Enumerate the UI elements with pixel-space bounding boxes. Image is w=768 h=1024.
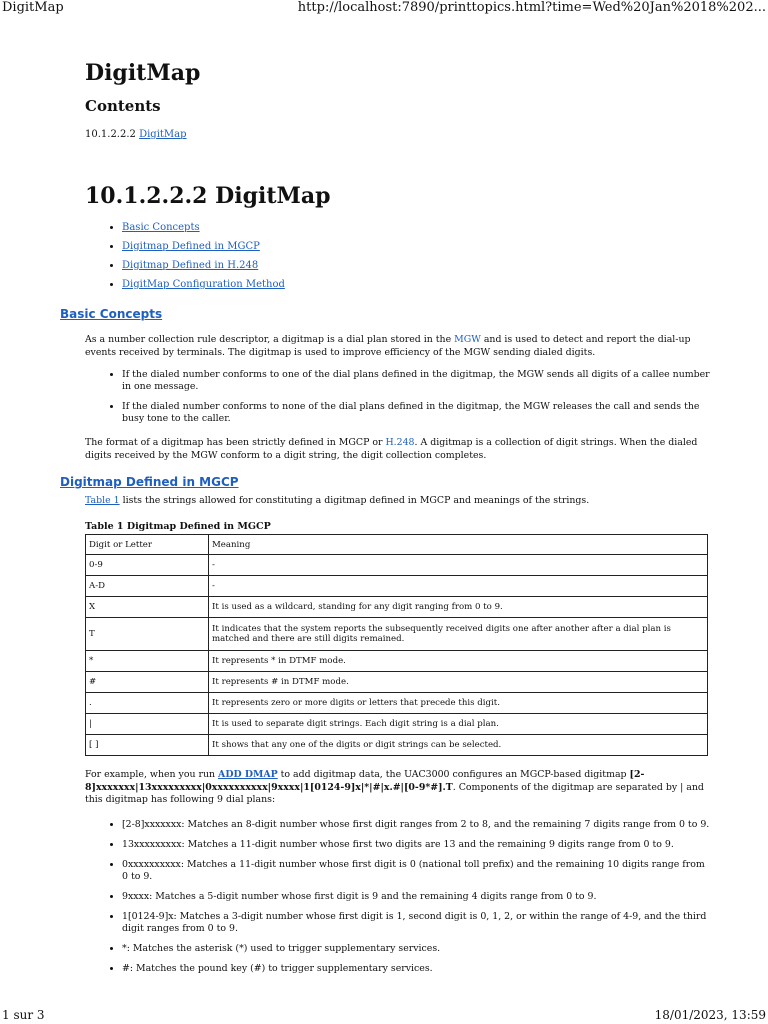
toc-link-digitmap[interactable]: DigitMap: [139, 129, 187, 140]
table-row: [86, 714, 708, 735]
list-item: [122, 279, 285, 291]
table-cell: .: [86, 693, 209, 714]
table-cell: A-D: [86, 576, 209, 597]
table-row: [86, 618, 708, 651]
table-header-row: [86, 535, 708, 555]
heading-basic-concepts: Basic Concepts: [60, 307, 163, 321]
link-add-dmap[interactable]: ADD DMAP: [218, 769, 278, 780]
link-digitmap-mgcp[interactable]: Digitmap Defined in MGCP: [122, 241, 260, 252]
link-digitmap-h248[interactable]: Digitmap Defined in H.248: [122, 260, 259, 271]
list-item: • If the dialed number conforms to none of the dial plans defined in the digitmap, the MGW releases the call and sends the busy tone to the caller.: [122, 401, 712, 425]
list-item: • [2-8]xxxxxxx: Matches an 8-digit number whose first digit ranges from 2 to 8, and the remaining 7 digits range from 0 to 9.: [122, 819, 712, 831]
heading-digitmap-mgcp: Digitmap Defined in MGCP: [60, 475, 239, 489]
table-row: [86, 693, 708, 714]
table-cell: |: [86, 714, 209, 735]
table-row: [86, 597, 708, 618]
list-item: • 9xxxx: Matches a 5-digit number whose first digit is 9 and the remaining 4 digits range from 0 to 9.: [122, 891, 712, 903]
text-span: . Components of the digitmap are separated by | and this digitmap has following 9 dial plans:: [85, 781, 704, 805]
list-item: [122, 241, 285, 253]
table-cell: [ ]: [86, 735, 209, 756]
table-cell: 0-9: [86, 555, 209, 576]
text-span: and is used to detect and report the dial-up events received by terminals. The digitmap is used to improve efficiency of the MGW sending dialed digits.: [85, 334, 691, 358]
example-paragraph: [85, 769, 710, 807]
table-cell: *: [86, 651, 209, 672]
list-item: • 13xxxxxxxxx: Matches a 11-digit number whose first two digits are 13 and the remaining 9 digits range from 0 to 9.: [122, 839, 712, 851]
list-item: • #: Matches the pound key (#) to trigger supplementary services.: [122, 963, 712, 975]
link-h248[interactable]: H.248: [385, 437, 415, 448]
page-number: 1 sur 3: [2, 1008, 45, 1022]
table-row: [86, 672, 708, 693]
toc-entry: [85, 129, 187, 140]
list-item: • If the dialed number conforms to one of the dial plans defined in the digitmap, the MGW sends all digits of a callee number in one message.: [122, 369, 712, 393]
table-cell: It represents # in DTMF mode.: [209, 672, 708, 693]
text-span: The format of a digitmap has been strictly defined in MGCP or: [85, 437, 386, 448]
section-title: 10.1.2.2.2 DigitMap: [85, 183, 331, 209]
link-table-1[interactable]: Table 1: [85, 495, 120, 506]
table-cell: It is used to separate digit strings. Each digit string is a dial plan.: [209, 714, 708, 735]
text-span: to add digitmap data, the UAC3000 configures an MGCP-based digitmap: [277, 769, 627, 780]
link-digitmap-config[interactable]: DigitMap Configuration Method: [122, 279, 285, 290]
table-row: [86, 555, 708, 576]
text-span: . A digitmap is a collection of digit strings. When the dialed digits received by the MGW conform to a digit string, the digit collection completes.: [85, 437, 698, 461]
document-title: DigitMap: [85, 60, 201, 86]
text-span: For example, when you run: [85, 769, 219, 780]
table-row: [86, 576, 708, 597]
section-link-list: [108, 222, 285, 298]
text-span: lists the strings allowed for constituting a digitmap defined in MGCP and meanings of the strings.: [119, 495, 590, 506]
basic-paragraph-1: [85, 333, 710, 359]
table-cell: It indicates that the system reports the subsequently received digits one after another after a dial plan is matched and there are still digits remained.: [209, 618, 708, 651]
link-basic-concepts[interactable]: Basic Concepts: [122, 222, 200, 233]
table-cell: It is used as a wildcard, standing for any digit ranging from 0 to 9.: [209, 597, 708, 618]
table-cell: It represents zero or more digits or letters that precede this digit.: [209, 693, 708, 714]
list-item: • *: Matches the asterisk (*) used to trigger supplementary services.: [122, 943, 712, 955]
basic-bullet-list: [108, 369, 712, 433]
table-cell: -: [209, 576, 708, 597]
browser-url: http://localhost:7890/printtopics.html?time=Wed%20Jan%2018%202...: [297, 0, 766, 15]
list-item: [122, 222, 285, 234]
toc-number: 10.1.2.2.2: [85, 129, 136, 140]
list-item: • 1[0124-9]x: Matches a 3-digit number whose first digit is 1, second digit is 0, 1, 2, or within the range of 4-9, and the third digit ranges from 0 to 9.: [122, 911, 712, 935]
column-header: Meaning: [209, 535, 708, 555]
text-span: As a number collection rule descriptor, a digitmap is a dial plan stored in the: [85, 334, 455, 345]
table-cell: It represents * in DTMF mode.: [209, 651, 708, 672]
print-datetime: 18/01/2023, 13:59: [654, 1008, 766, 1022]
digitmap-string: [2-8]xxxxxxx|13xxxxxxxxx|0xxxxxxxxxx|9xxxx|1[0124-9]x|*|#|x.#|[0-9*#].T: [85, 769, 645, 793]
table-row: [86, 735, 708, 756]
table-cell: T: [86, 618, 209, 651]
link-mgw[interactable]: MGW: [454, 334, 481, 345]
column-header: Digit or Letter: [86, 535, 209, 555]
contents-heading: Contents: [85, 97, 161, 115]
table-cell: -: [209, 555, 708, 576]
table-cell: It shows that any one of the digits or digit strings can be selected.: [209, 735, 708, 756]
digitmap-table: [85, 534, 708, 756]
list-item: [122, 260, 285, 272]
browser-page-title: DigitMap: [2, 0, 64, 15]
list-item: • 0xxxxxxxxxx: Matches a 11-digit number whose first digit is 0 (national toll prefix) and the remaining 10 digits range from 0 to 9.: [122, 859, 712, 883]
mgcp-intro: [85, 494, 710, 507]
dial-plan-list: [108, 819, 712, 983]
table-row: [86, 651, 708, 672]
table-cell: X: [86, 597, 209, 618]
table-caption: Table 1 Digitmap Defined in MGCP: [85, 521, 271, 532]
table-cell: #: [86, 672, 209, 693]
basic-paragraph-2: [85, 436, 710, 462]
